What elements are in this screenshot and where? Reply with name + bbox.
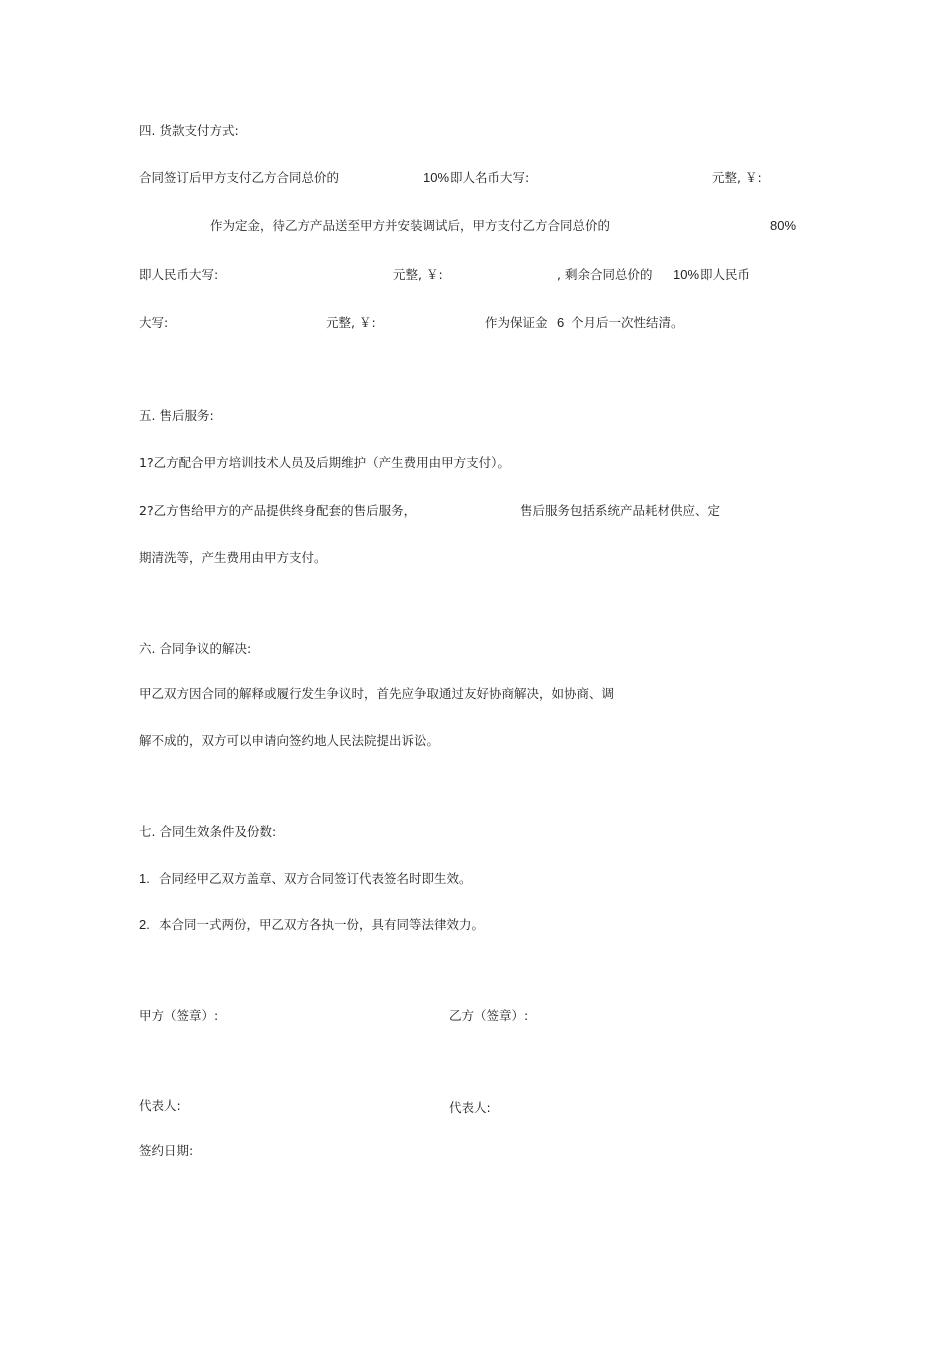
section6-paragraph-line2: 解不成的，双方可以申请向签约地人民法院提出诉讼。 bbox=[139, 733, 440, 748]
section4-line1-text: 合同签订后甲方支付乙方合同总价的 bbox=[139, 170, 340, 185]
section5-item1: 1?乙方配合甲方培训技术人员及后期维护（产生费用由甲方支付）。 bbox=[139, 455, 510, 470]
installment-percent: 80% bbox=[770, 218, 797, 233]
retention-purpose: 作为保证金 bbox=[485, 315, 548, 330]
section7-item1-number: 1. bbox=[139, 871, 150, 886]
section5-heading: 五. 售后服务: bbox=[139, 408, 214, 423]
retention-percent: 10% bbox=[673, 267, 700, 282]
retention-amount-words-label: 即人民币 bbox=[700, 267, 751, 282]
remaining-text: , 剩余合同总价的 bbox=[557, 267, 653, 282]
section7-heading: 七. 合同生效条件及份数: bbox=[139, 824, 277, 839]
section6-heading: 六. 合同争议的解决: bbox=[139, 641, 252, 656]
section5-item2: 2?乙方售给甲方的产品提供终身配套的售后服务， bbox=[139, 503, 417, 518]
section4-line2-text: 作为定金，待乙方产品送至甲方并安装调试后，甲方支付乙方合同总价的 bbox=[210, 218, 611, 233]
installment-amount-words-label: 即人民币大写: bbox=[139, 267, 219, 282]
section6-paragraph-line1: 甲乙双方因合同的解释或履行发生争议时，首先应争取通过友好协商解决，如协商、调 bbox=[139, 686, 615, 701]
party-b-representative-label: 代表人: bbox=[449, 1100, 491, 1115]
retention-months: 6 bbox=[557, 315, 565, 330]
deposit-percent: 10% bbox=[423, 170, 450, 185]
section7-item2-number: 2. bbox=[139, 917, 150, 932]
deposit-amount-yuan-label: 元整, ￥: bbox=[712, 170, 762, 185]
section7-item2: 本合同一式两份，甲乙双方各执一份，具有同等法律效力。 bbox=[159, 917, 485, 932]
signing-date-label: 签约日期: bbox=[139, 1143, 194, 1158]
installment-amount-yuan-label: 元整, ￥: bbox=[393, 267, 443, 282]
retention-settlement: 个月后一次性结清。 bbox=[571, 315, 684, 330]
party-b-seal-label: 乙方（签章）: bbox=[449, 1008, 529, 1023]
section5-item2-end: 期清洗等，产生费用由甲方支付。 bbox=[139, 550, 327, 565]
party-a-representative-label: 代表人: bbox=[139, 1098, 181, 1113]
deposit-amount-words-label: 即人名币大写: bbox=[450, 170, 530, 185]
retention-amount-yuan-label: 元整, ￥: bbox=[326, 315, 376, 330]
section5-item2-continued: 售后服务包括系统产品耗材供应、定 bbox=[520, 503, 721, 518]
section4-heading: 四. 货款支付方式: bbox=[139, 123, 239, 138]
party-a-seal-label: 甲方（签章）: bbox=[139, 1008, 219, 1023]
section7-item1: 合同经甲乙双方盖章、双方合同签订代表签名时即生效。 bbox=[159, 871, 472, 886]
retention-words-continued: 大写: bbox=[139, 315, 169, 330]
